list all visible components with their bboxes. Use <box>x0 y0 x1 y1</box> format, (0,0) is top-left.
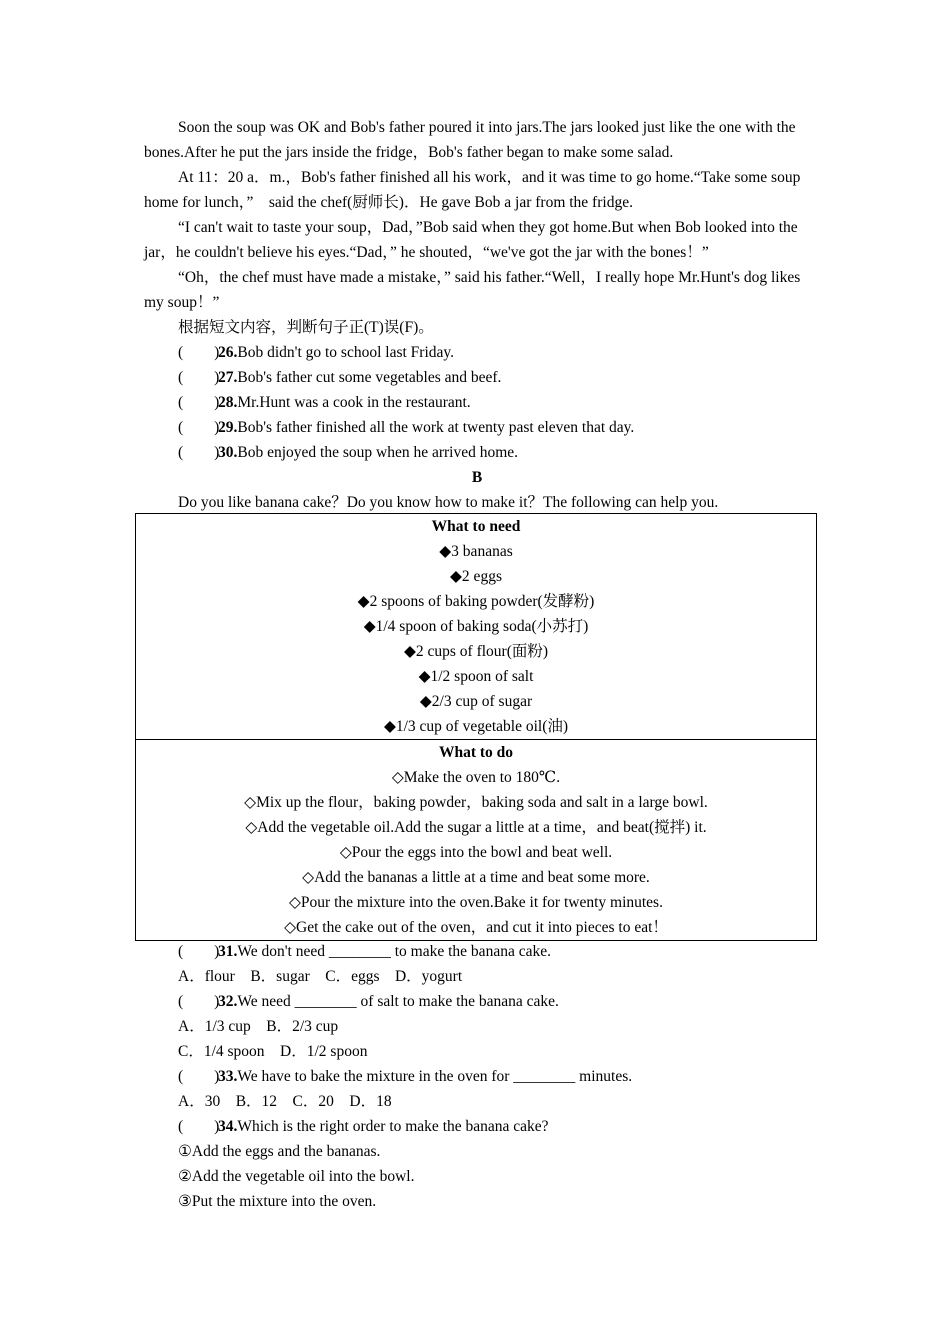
answer-blank[interactable]: ( ) <box>178 369 220 386</box>
question-number: 32. <box>218 993 238 1010</box>
question-number: 31. <box>218 943 238 960</box>
list-item: ◇Add the bananas a little at a time and beat some more. <box>302 869 650 886</box>
answer-blank[interactable]: ( ) <box>178 943 220 960</box>
question-27 <box>144 365 810 390</box>
list-item: ◇Add the vegetable oil.Add the sugar a little at a time，and beat(搅拌) it. <box>245 819 707 836</box>
paragraph: Soon the soup was OK and Bob's father poured it into jars.The jars looked just like the one with the bones.After he put the jars inside the fridge，Bob's father began to make some salad. <box>144 119 796 161</box>
paragraph: “Oh，the chef must have made a mistake，” said his father.“Well，I really hope Mr.Hunt's dog likes my soup！” <box>144 269 801 311</box>
question-text: Bob's father cut some vegetables and beef. <box>237 369 502 386</box>
list-item: ◇Get the cake out of the oven，and cut it into pieces to eat！ <box>284 919 668 936</box>
paragraph: At 11：20 a．m.，Bob's father finished all his work，and it was time to go home.“Take some soup home for lunch，” said the chef(厨师长)．He gave Bob a jar from the fridge. <box>144 169 801 211</box>
step: ②Add the vegetable oil into the bowl. <box>178 1168 415 1185</box>
step: ①Add the eggs and the bananas. <box>178 1143 381 1160</box>
question-text: We don't need ________ to make the banana cake. <box>237 943 551 960</box>
options: A．1/3 cup B．2/3 cup <box>178 1018 339 1035</box>
question-number: 27. <box>218 369 238 386</box>
list-item: ◆2 cups of flour(面粉) <box>403 643 549 660</box>
question-text: Mr.Hunt was a cook in the restaurant. <box>237 394 471 411</box>
question-text: Bob enjoyed the soup when he arrived home. <box>237 444 519 461</box>
list-item: ◆1/4 spoon of baking soda(小苏打) <box>363 618 589 635</box>
do-title: What to do <box>438 744 514 761</box>
list-item: ◇Pour the eggs into the bowl and beat well. <box>339 844 613 861</box>
question-number: 29. <box>218 419 238 436</box>
question-29 <box>144 415 810 440</box>
paragraph: “I can't wait to taste your soup，Dad，”Bob said when they got home.But when Bob looked into the jar，he couldn't believe his eyes.“Dad，” he shouted，“we've got the jar with the bones！” <box>144 219 798 261</box>
question-30 <box>144 440 810 465</box>
list-item: ◇Make the oven to 180℃. <box>391 769 561 786</box>
question-32 <box>144 989 810 1014</box>
list-item: ◆1/3 cup of vegetable oil(油) <box>383 718 569 735</box>
list-item: ◆2 eggs <box>450 568 502 585</box>
questions-b <box>144 939 810 1214</box>
question-number: 34. <box>218 1118 238 1135</box>
need-cell <box>136 514 817 740</box>
need-title: What to need <box>431 518 521 535</box>
question-text: We have to bake the mixture in the oven for ________ minutes. <box>237 1068 633 1085</box>
options: C．1/4 spoon D．1/2 spoon <box>178 1043 368 1060</box>
question-28 <box>144 390 810 415</box>
question-text: Bob didn't go to school last Friday. <box>237 344 455 361</box>
answer-blank[interactable]: ( ) <box>178 394 220 411</box>
question-number: 28. <box>218 394 238 411</box>
step: ③Put the mixture into the oven. <box>178 1193 377 1210</box>
question-text: We need ________ of salt to make the banana cake. <box>237 993 559 1010</box>
question-34 <box>144 1114 810 1139</box>
list-item: ◇Pour the mixture into the oven.Bake it for twenty minutes. <box>289 894 663 911</box>
instruction: 根据短文内容，判断句子正(T)误(F)。 <box>178 319 434 336</box>
answer-blank[interactable]: ( ) <box>178 1118 220 1135</box>
question-text: Bob's father finished all the work at twenty past eleven that day. <box>237 419 635 436</box>
list-item: ◆1/2 spoon of salt <box>418 668 534 685</box>
list-item: ◆2 spoons of baking powder(发酵粉) <box>357 593 595 610</box>
answer-blank[interactable]: ( ) <box>178 993 220 1010</box>
recipe-table <box>135 513 817 941</box>
question-26 <box>144 340 810 365</box>
question-33 <box>144 1064 810 1089</box>
list-item: ◆3 bananas <box>439 543 513 560</box>
list-item: ◆2/3 cup of sugar <box>419 693 533 710</box>
answer-blank[interactable]: ( ) <box>178 419 220 436</box>
intro: Do you like banana cake？Do you know how to make it？The following can help you. <box>178 494 719 511</box>
list-item: ◇Mix up the flour，baking powder，baking soda and salt in a large bowl. <box>244 794 708 811</box>
section-label: B <box>471 469 483 486</box>
answer-blank[interactable]: ( ) <box>178 344 220 361</box>
question-number: 30. <box>218 444 238 461</box>
options: A．30 B．12 C．20 D．18 <box>178 1093 392 1110</box>
question-number: 33. <box>218 1068 238 1085</box>
question-31 <box>144 939 810 964</box>
answer-blank[interactable]: ( ) <box>178 1068 220 1085</box>
options: A．flour B．sugar C．eggs D．yogurt <box>178 968 463 985</box>
passage-a <box>144 115 810 515</box>
answer-blank[interactable]: ( ) <box>178 444 220 461</box>
do-cell <box>136 740 817 941</box>
question-number: 26. <box>218 344 238 361</box>
question-text: Which is the right order to make the banana cake? <box>237 1118 549 1135</box>
